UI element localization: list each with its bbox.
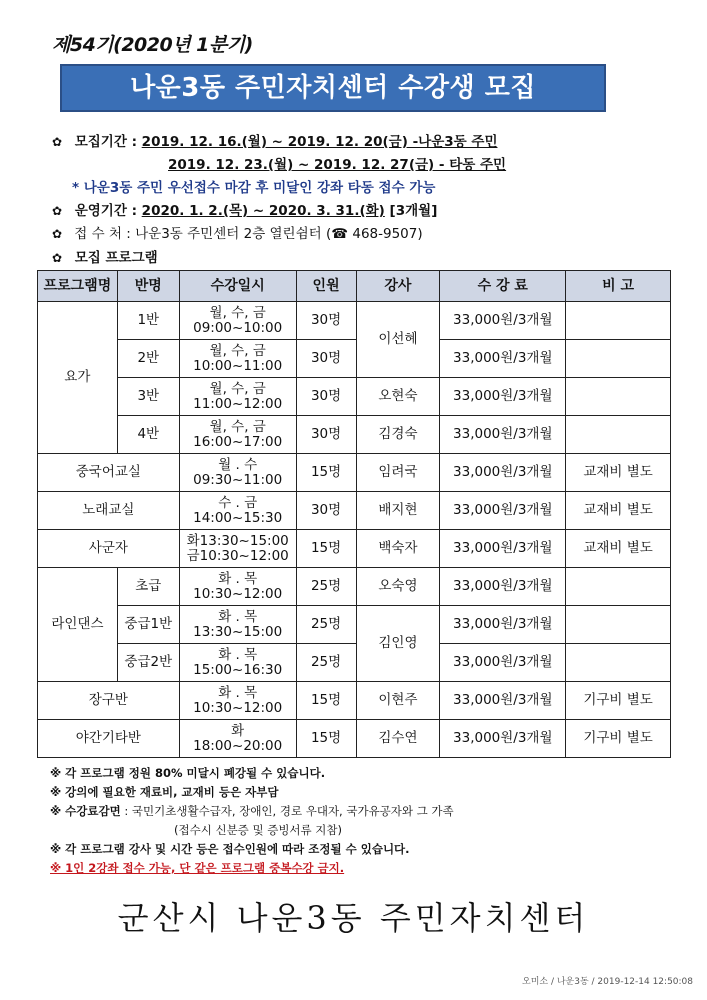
capacity: 30명 (296, 340, 356, 378)
schedule: 화 . 목 13:30~15:00 (179, 606, 296, 644)
flower-icon: ✿ (52, 204, 63, 218)
reception-label: 접 수 처 : (74, 226, 131, 242)
operate-label: 운영기간 : (74, 203, 137, 219)
capacity: 15명 (296, 720, 356, 758)
teacher: 백숙자 (356, 530, 440, 568)
schedule: 화 . 목 15:00~16:30 (179, 644, 296, 682)
col-header: 수강일시 (179, 271, 296, 302)
fee: 33,000원/3개월 (440, 644, 566, 682)
fee: 33,000원/3개월 (440, 416, 566, 454)
class-name: 초급 (117, 568, 179, 606)
fee: 33,000원/3개월 (440, 454, 566, 492)
table-row (38, 720, 671, 758)
note-label: ※ 수강료감면 (50, 804, 121, 818)
capacity: 25명 (296, 568, 356, 606)
capacity: 30명 (296, 378, 356, 416)
fee: 33,000원/3개월 (440, 568, 566, 606)
teacher: 김수연 (356, 720, 440, 758)
table-row (38, 340, 671, 378)
fee: 33,000원/3개월 (440, 302, 566, 340)
program-table (37, 270, 671, 758)
schedule: 수 . 금 14:00~15:30 (179, 492, 296, 530)
note-item: ※ 각 프로그램 강사 및 시간 등은 접수인원에 따라 조정될 수 있습니다. (50, 842, 410, 856)
table-row (38, 568, 671, 606)
remark (566, 302, 671, 340)
col-header: 수 강 료 (440, 271, 566, 302)
fee: 33,000원/3개월 (440, 492, 566, 530)
class-name: 중급1반 (117, 606, 179, 644)
table-row (38, 606, 671, 644)
program-name: 장구반 (38, 682, 180, 720)
operate-period: 2020. 1. 2.(목) ~ 2020. 3. 31.(화) (141, 203, 385, 219)
table-row (38, 492, 671, 530)
teacher: 김경숙 (356, 416, 440, 454)
remark: 교재비 별도 (566, 530, 671, 568)
table-row (38, 416, 671, 454)
remark (566, 378, 671, 416)
program-name: 중국어교실 (38, 454, 180, 492)
schedule: 화13:30~15:00 금10:30~12:00 (179, 530, 296, 568)
recruit-period-1: 2019. 12. 16.(월) ~ 2019. 12. 20(금) -나운3동 주민 (141, 134, 498, 150)
remark (566, 606, 671, 644)
col-header: 비 고 (566, 271, 671, 302)
capacity: 25명 (296, 644, 356, 682)
note-item (50, 802, 454, 821)
capacity: 25명 (296, 606, 356, 644)
operate-period-row (52, 199, 437, 219)
print-stamp: 오미소 / 나운3동 / 2019-12-14 12:50:08 (522, 977, 693, 987)
col-header: 강사 (356, 271, 440, 302)
col-header: 반명 (117, 271, 179, 302)
fee: 33,000원/3개월 (440, 720, 566, 758)
recruit-period-row (52, 130, 497, 150)
schedule: 화 18:00~20:00 (179, 720, 296, 758)
teacher: 오숙영 (356, 568, 440, 606)
table-row (38, 378, 671, 416)
notes-section (50, 764, 454, 878)
schedule: 월, 수, 금 11:00~12:00 (179, 378, 296, 416)
program-name: 사군자 (38, 530, 180, 568)
note-subtext: (접수시 신분증 및 증빙서류 지참) (174, 823, 343, 837)
schedule: 월 . 수 09:30~11:00 (179, 454, 296, 492)
teacher: 배지현 (356, 492, 440, 530)
remark (566, 416, 671, 454)
page-title: 나운3동 주민자치센터 수강생 모집 (60, 64, 606, 112)
col-header: 프로그램명 (38, 271, 118, 302)
note-item: ※ 각 프로그램 정원 80% 미달시 폐강될 수 있습니다. (50, 766, 326, 780)
schedule: 월, 수, 금 10:00~11:00 (179, 340, 296, 378)
flower-icon: ✿ (52, 135, 63, 149)
class-name: 1반 (117, 302, 179, 340)
fee: 33,000원/3개월 (440, 606, 566, 644)
note-text: : 국민기초생활수급자, 장애인, 경로 우대자, 국가유공자와 그 가족 (124, 804, 454, 818)
program-label: 모집 프로그램 (74, 250, 158, 266)
flower-icon: ✿ (52, 227, 63, 241)
remark (566, 568, 671, 606)
capacity: 15명 (296, 682, 356, 720)
table-row (38, 530, 671, 568)
priority-notice: * 나운3동 주민 우선접수 마감 후 미달인 강좌 타동 접수 가능 (72, 180, 436, 196)
remark (566, 340, 671, 378)
capacity: 30명 (296, 492, 356, 530)
capacity: 15명 (296, 454, 356, 492)
program-name: 노래교실 (38, 492, 180, 530)
fee: 33,000원/3개월 (440, 340, 566, 378)
operate-months: [3개월] (389, 203, 438, 219)
table-row (38, 302, 671, 340)
table-row (38, 682, 671, 720)
note-item: ※ 강의에 필요한 재료비, 교재비 등은 자부담 (50, 785, 279, 799)
schedule: 월, 수, 금 09:00~10:00 (179, 302, 296, 340)
note-warning: ※ 1인 2강좌 접수 가능, 단 같은 프로그램 중복수강 금지. (50, 861, 345, 875)
table-row (38, 454, 671, 492)
program-name: 라인댄스 (38, 568, 118, 682)
table-row (38, 644, 671, 682)
capacity: 15명 (296, 530, 356, 568)
teacher: 임려국 (356, 454, 440, 492)
edition-label: 제54기(2020년 1분기) (52, 34, 253, 56)
class-name: 4반 (117, 416, 179, 454)
recruit-period-2: 2019. 12. 23.(월) ~ 2019. 12. 27(금) - 타동 주민 (168, 157, 507, 173)
flower-icon: ✿ (52, 251, 63, 265)
class-name: 2반 (117, 340, 179, 378)
class-name: 중급2반 (117, 644, 179, 682)
capacity: 30명 (296, 416, 356, 454)
remark: 기구비 별도 (566, 720, 671, 758)
reception-row (52, 222, 423, 242)
fee: 33,000원/3개월 (440, 682, 566, 720)
schedule: 화 . 목 10:30~12:00 (179, 682, 296, 720)
recruit-label: 모집기간 : (74, 134, 137, 150)
remark: 기구비 별도 (566, 682, 671, 720)
remark (566, 644, 671, 682)
class-name: 3반 (117, 378, 179, 416)
schedule: 월, 수, 금 16:00~17:00 (179, 416, 296, 454)
teacher: 이현주 (356, 682, 440, 720)
program-name: 야간기타반 (38, 720, 180, 758)
teacher: 김인영 (356, 606, 440, 682)
reception-place: 나운3동 주민센터 2층 열린쉼터 (☎ 468-9507) (135, 226, 423, 242)
capacity: 30명 (296, 302, 356, 340)
fee: 33,000원/3개월 (440, 530, 566, 568)
teacher: 이선혜 (356, 302, 440, 378)
schedule: 화 . 목 10:30~12:00 (179, 568, 296, 606)
remark: 교재비 별도 (566, 454, 671, 492)
program-heading (52, 246, 158, 266)
table-header-row (38, 271, 671, 302)
teacher: 오현숙 (356, 378, 440, 416)
footer-title: 군산시 나운3동 주민자치센터 (117, 899, 590, 937)
fee: 33,000원/3개월 (440, 378, 566, 416)
remark: 교재비 별도 (566, 492, 671, 530)
program-name: 요가 (38, 302, 118, 454)
col-header: 인원 (296, 271, 356, 302)
